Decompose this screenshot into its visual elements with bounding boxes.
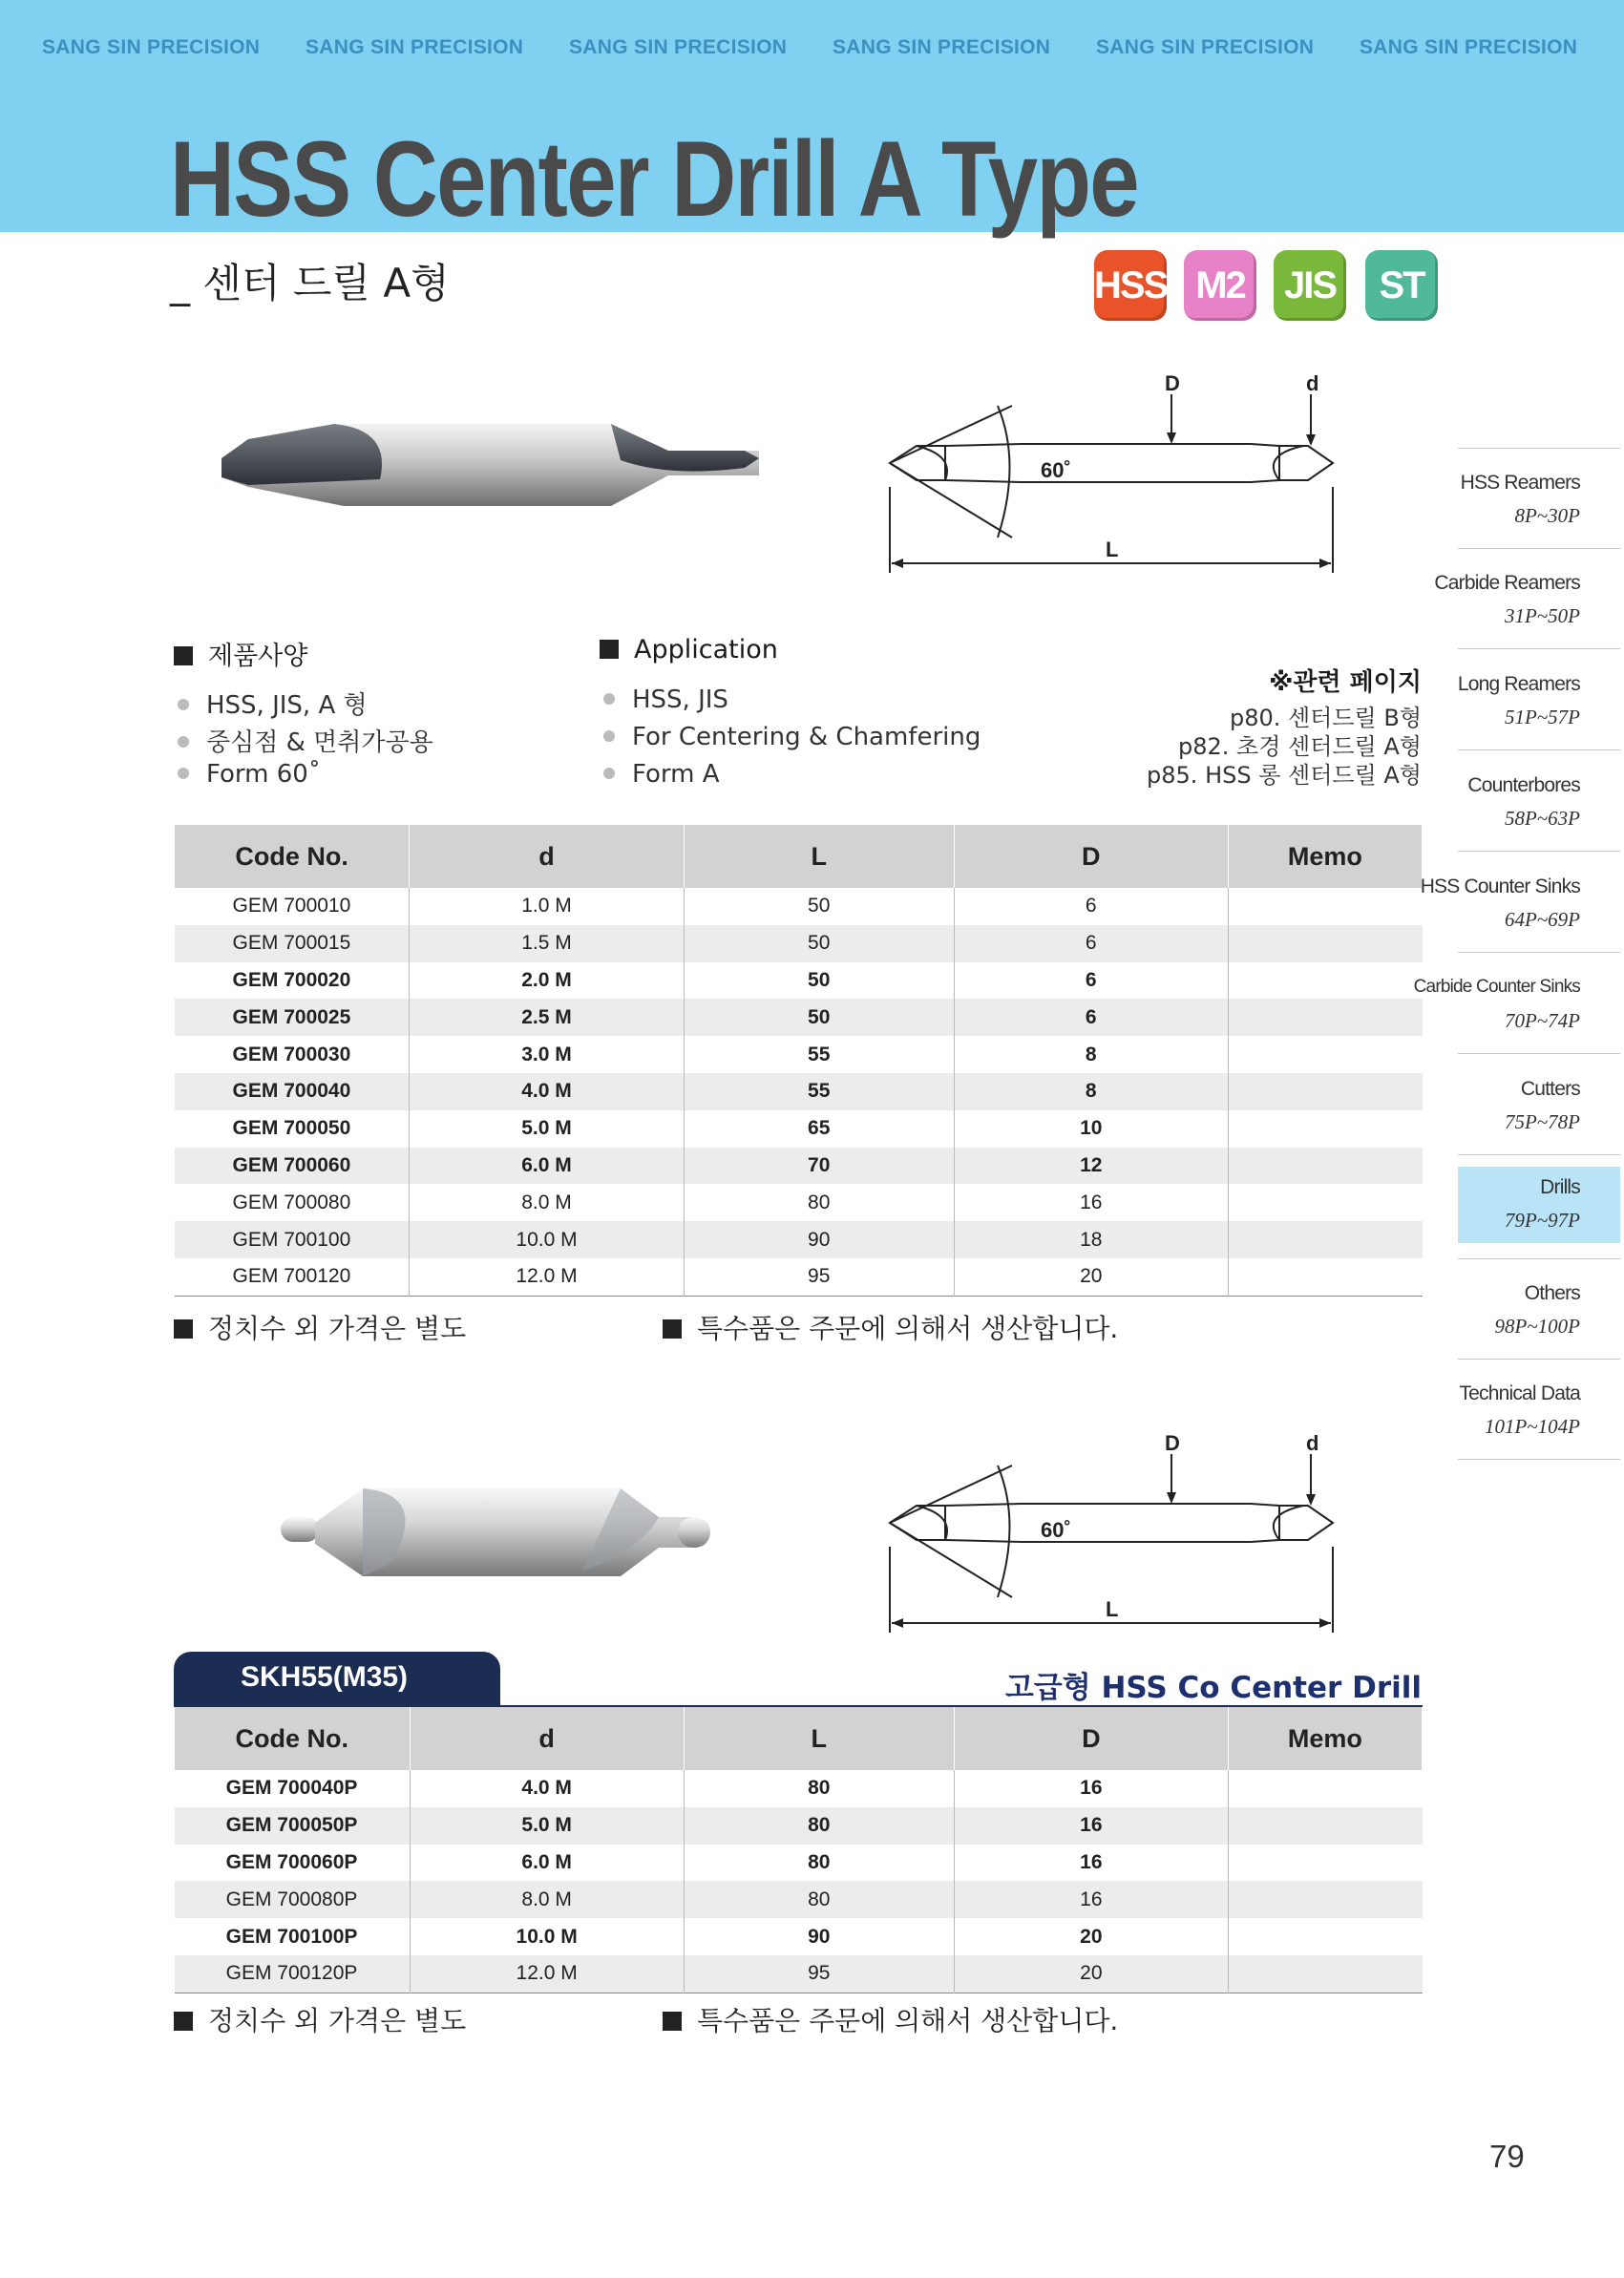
table-row bbox=[175, 1036, 1423, 1073]
sidebar-item-label: Technical Data bbox=[1459, 1382, 1580, 1404]
sidebar-item-label: Counterbores bbox=[1467, 774, 1580, 796]
L-cell: 70 bbox=[684, 1148, 954, 1185]
table-row bbox=[175, 888, 1423, 925]
d-cell: 4.0 M bbox=[410, 1073, 684, 1110]
L-cell: 80 bbox=[684, 1184, 954, 1221]
d-cell: 12.0 M bbox=[410, 1258, 684, 1296]
diagram-angle-label: 60˚ bbox=[1041, 458, 1071, 482]
code-cell: GEM 700040 bbox=[175, 1073, 410, 1110]
sidebar-item-pages: 31P~50P bbox=[1504, 604, 1580, 627]
code-cell: GEM 700050 bbox=[232, 1117, 351, 1140]
brand-text: SANG SIN PRECISION bbox=[1360, 36, 1578, 58]
memo-cell bbox=[1228, 1881, 1422, 1918]
sidebar-item-pages: 58P~63P bbox=[1504, 807, 1580, 830]
sidebar-item-label: HSS Reamers bbox=[1460, 472, 1580, 494]
D-cell: 16 bbox=[954, 1845, 1228, 1882]
sidebar-item-hss-reamers[interactable] bbox=[1458, 448, 1620, 549]
memo-cell bbox=[1228, 1184, 1422, 1221]
dot-bullet-icon bbox=[178, 768, 189, 779]
brand-text: SANG SIN PRECISION bbox=[1096, 36, 1315, 58]
spec-item: HSS, JIS, A 형 bbox=[178, 686, 368, 721]
application-heading: Application bbox=[600, 635, 778, 664]
L-cell: 50 bbox=[684, 925, 954, 962]
sidebar-item-label: Carbide Counter Sinks bbox=[1413, 977, 1580, 997]
sidebar-item-others[interactable] bbox=[1458, 1258, 1620, 1360]
d-cell: 5.0 M bbox=[410, 1807, 684, 1845]
d-cell: 12.0 M bbox=[410, 1955, 684, 1993]
D-cell: 6 bbox=[954, 925, 1228, 962]
square-bullet-icon bbox=[663, 1319, 682, 1339]
diagram-L-label: L bbox=[1106, 538, 1119, 561]
table-row bbox=[175, 1770, 1423, 1807]
diagram-L-label: L bbox=[1106, 1597, 1119, 1621]
square-bullet-icon bbox=[600, 640, 619, 659]
brand-text: SANG SIN PRECISION bbox=[42, 36, 261, 58]
D-cell: 20 bbox=[954, 1955, 1228, 1993]
code-cell: GEM 700050P bbox=[175, 1807, 411, 1845]
memo-cell bbox=[1228, 1770, 1422, 1807]
column-header: D bbox=[954, 825, 1228, 888]
code-cell: GEM 700030 bbox=[232, 1043, 351, 1065]
d-cell: 6.0 M bbox=[410, 1845, 684, 1882]
application-item: For Centering & Chamfering bbox=[603, 723, 981, 751]
spec-item: 중심점 & 면취가공용 bbox=[178, 723, 433, 758]
related-page-link[interactable]: p80. 센터드릴 B형 bbox=[1229, 705, 1422, 731]
memo-cell bbox=[1228, 1073, 1422, 1110]
table-row bbox=[175, 1807, 1423, 1845]
sidebar-item-pages: 51P~57P bbox=[1504, 706, 1580, 728]
application-item: Form A bbox=[603, 760, 720, 789]
d-cell: 10.0 M bbox=[410, 1221, 684, 1258]
note-price: 정치수 외 가격은 별도 bbox=[174, 1308, 466, 1346]
sidebar-item-pages: 8P~30P bbox=[1514, 504, 1580, 527]
code-cell: GEM 700100P bbox=[225, 1925, 358, 1948]
dimension-diagram-1 bbox=[878, 368, 1337, 578]
memo-cell bbox=[1228, 1918, 1422, 1955]
D-cell: 20 bbox=[954, 1918, 1228, 1955]
sidebar-item-label: Cutters bbox=[1520, 1078, 1580, 1100]
sidebar-item-pages: 79P~97P bbox=[1504, 1209, 1580, 1232]
section2-title: 고급형 HSS Co Center Drill bbox=[1004, 1671, 1422, 1705]
table-row bbox=[175, 1258, 1423, 1296]
D-cell: 16 bbox=[954, 1881, 1228, 1918]
D-cell: 16 bbox=[954, 1807, 1228, 1845]
D-cell: 18 bbox=[954, 1221, 1228, 1258]
memo-cell bbox=[1228, 1221, 1422, 1258]
code-cell: GEM 700120P bbox=[175, 1955, 411, 1993]
dot-bullet-icon bbox=[603, 730, 615, 742]
code-cell: GEM 700025 bbox=[175, 999, 410, 1036]
related-pages-heading: ※관련 페이지 bbox=[1269, 668, 1422, 697]
table-row bbox=[175, 925, 1423, 962]
sidebar-item-label: Others bbox=[1524, 1282, 1580, 1304]
table-row bbox=[175, 1110, 1423, 1148]
memo-cell bbox=[1228, 1845, 1422, 1882]
brand-text: SANG SIN PRECISION bbox=[833, 36, 1051, 58]
sidebar-item-carbide-counter-sinks[interactable] bbox=[1413, 954, 1620, 1054]
related-page-link[interactable]: p85. HSS 롱 센터드릴 A형 bbox=[1147, 762, 1422, 789]
L-cell: 55 bbox=[684, 1036, 954, 1073]
D-cell: 12 bbox=[954, 1148, 1228, 1185]
L-cell: 80 bbox=[684, 1807, 954, 1845]
sidebar-item-technical-data[interactable] bbox=[1458, 1360, 1620, 1460]
column-header: Memo bbox=[1228, 1706, 1422, 1770]
L-cell: 50 bbox=[684, 888, 954, 925]
note-special-order: 특수품은 주문에 의해서 생산합니다. bbox=[663, 2000, 1118, 2038]
note-special-order: 특수품은 주문에 의해서 생산합니다. bbox=[663, 1308, 1118, 1346]
column-header: d bbox=[410, 825, 684, 888]
L-cell: 50 bbox=[684, 962, 954, 1000]
table-row bbox=[175, 1881, 1423, 1918]
d-cell: 3.0 M bbox=[410, 1036, 684, 1073]
code-cell: GEM 700080 bbox=[232, 1191, 351, 1213]
dot-bullet-icon bbox=[178, 736, 189, 748]
jis-badge: JIS bbox=[1274, 250, 1346, 321]
memo-cell bbox=[1228, 1148, 1422, 1185]
table-row bbox=[175, 1918, 1423, 1955]
code-cell: GEM 700010 bbox=[232, 895, 351, 918]
column-header: Code No. bbox=[175, 825, 410, 888]
sidebar-item-pages: 64P~69P bbox=[1504, 908, 1580, 931]
D-cell: 6 bbox=[954, 962, 1228, 1000]
related-page-link[interactable]: p82. 초경 센터드릴 A형 bbox=[1178, 733, 1422, 760]
memo-cell bbox=[1228, 1110, 1422, 1148]
code-cell: GEM 700060P bbox=[225, 1850, 358, 1873]
square-bullet-icon bbox=[174, 2012, 193, 2031]
L-cell: 95 bbox=[684, 1258, 954, 1296]
sidebar-item-label: Long Reamers bbox=[1457, 673, 1580, 695]
st-badge: ST bbox=[1365, 250, 1438, 321]
table-row bbox=[175, 1955, 1423, 1993]
L-cell: 50 bbox=[684, 999, 954, 1036]
dot-bullet-icon bbox=[178, 699, 189, 710]
sidebar-item-drills[interactable] bbox=[1458, 1167, 1620, 1243]
table-row bbox=[175, 1221, 1423, 1258]
hss-badge: HSS bbox=[1094, 250, 1167, 321]
d-cell: 2.0 M bbox=[410, 962, 684, 1000]
L-cell: 90 bbox=[684, 1918, 954, 1955]
table-row bbox=[175, 962, 1423, 1000]
d-cell: 8.0 M bbox=[410, 1184, 684, 1221]
L-cell: 80 bbox=[684, 1770, 954, 1807]
diagram-angle-label: 60˚ bbox=[1041, 1518, 1071, 1542]
D-cell: 16 bbox=[954, 1184, 1228, 1221]
L-cell: 55 bbox=[684, 1073, 954, 1110]
sidebar-item-long-reamers[interactable] bbox=[1458, 650, 1620, 750]
L-cell: 80 bbox=[684, 1881, 954, 1918]
brand-text: SANG SIN PRECISION bbox=[569, 36, 788, 58]
memo-cell bbox=[1228, 925, 1422, 962]
sidebar-item-cutters[interactable] bbox=[1458, 1055, 1620, 1155]
D-cell: 10 bbox=[954, 1110, 1228, 1148]
spec-heading: 제품사양 bbox=[174, 635, 307, 672]
column-header: D bbox=[954, 1706, 1228, 1770]
d-cell: 5.0 M bbox=[410, 1110, 684, 1148]
square-bullet-icon bbox=[174, 1319, 193, 1339]
table-row bbox=[175, 1073, 1423, 1110]
sidebar-item-counterbores[interactable] bbox=[1458, 751, 1620, 852]
code-cell: GEM 700120 bbox=[232, 1265, 351, 1288]
D-cell: 8 bbox=[954, 1036, 1228, 1073]
sidebar-item-label: Drills bbox=[1540, 1176, 1580, 1198]
column-header: L bbox=[684, 825, 954, 888]
dimension-diagram-2 bbox=[878, 1427, 1337, 1637]
column-header: Code No. bbox=[175, 1706, 411, 1770]
dot-bullet-icon bbox=[603, 693, 615, 705]
table-row bbox=[175, 1845, 1423, 1882]
d-cell: 4.0 M bbox=[410, 1770, 684, 1807]
table-header-row bbox=[175, 825, 1423, 888]
diagram-D-label: D bbox=[1165, 371, 1180, 395]
code-cell: GEM 700060 bbox=[175, 1148, 410, 1185]
D-cell: 20 bbox=[954, 1258, 1228, 1296]
diagram-d-label: d bbox=[1306, 371, 1319, 395]
dot-bullet-icon bbox=[603, 768, 615, 779]
D-cell: 16 bbox=[954, 1770, 1228, 1807]
sidebar-item-pages: 98P~100P bbox=[1494, 1315, 1580, 1338]
table-row bbox=[175, 1184, 1423, 1221]
code-cell: GEM 700020 bbox=[232, 968, 351, 991]
table-header-row bbox=[175, 1706, 1423, 1770]
sidebar-item-label: Carbide Reamers bbox=[1434, 572, 1580, 594]
sidebar-item-pages: 75P~78P bbox=[1504, 1110, 1580, 1133]
product-photo-2 bbox=[277, 1475, 716, 1590]
sidebar-item-pages: 101P~104P bbox=[1484, 1415, 1580, 1438]
memo-cell bbox=[1228, 1036, 1422, 1073]
column-header: L bbox=[684, 1706, 954, 1770]
D-cell: 8 bbox=[954, 1073, 1228, 1110]
sidebar-item-carbide-reamers[interactable] bbox=[1434, 549, 1620, 649]
table-row bbox=[175, 999, 1423, 1036]
spec-item: Form 60˚ bbox=[178, 760, 321, 789]
sidebar-item-hss-counter-sinks[interactable] bbox=[1420, 853, 1620, 953]
code-cell: GEM 700040P bbox=[225, 1777, 358, 1800]
L-cell: 65 bbox=[684, 1110, 954, 1148]
application-item: HSS, JIS bbox=[603, 686, 728, 714]
memo-cell bbox=[1228, 888, 1422, 925]
D-cell: 6 bbox=[954, 999, 1228, 1036]
L-cell: 80 bbox=[684, 1845, 954, 1882]
page-title: HSS Center Drill A Type bbox=[170, 119, 1138, 239]
D-cell: 6 bbox=[954, 888, 1228, 925]
diagram-d-label: d bbox=[1306, 1431, 1319, 1455]
code-cell: GEM 700080P bbox=[175, 1881, 411, 1918]
d-cell: 1.5 M bbox=[410, 925, 684, 962]
d-cell: 1.0 M bbox=[410, 888, 684, 925]
memo-cell bbox=[1228, 999, 1422, 1036]
spec-table-2 bbox=[174, 1705, 1423, 1993]
table-row bbox=[175, 1148, 1423, 1185]
code-cell: GEM 700015 bbox=[175, 925, 410, 962]
d-cell: 2.5 M bbox=[410, 999, 684, 1036]
product-photo-1 bbox=[210, 401, 773, 525]
page-subtitle: _ 센터 드릴 A형 bbox=[170, 260, 450, 306]
m2-badge: M2 bbox=[1184, 250, 1256, 321]
column-header: Memo bbox=[1228, 825, 1422, 888]
memo-cell bbox=[1228, 962, 1422, 1000]
note-price: 정치수 외 가격은 별도 bbox=[174, 2000, 466, 2038]
L-cell: 90 bbox=[684, 1221, 954, 1258]
brand-text: SANG SIN PRECISION bbox=[306, 36, 524, 58]
diagram-D-label: D bbox=[1165, 1431, 1180, 1455]
page-number: 79 bbox=[1489, 2139, 1525, 2174]
column-header: d bbox=[410, 1706, 684, 1770]
square-bullet-icon bbox=[174, 646, 193, 665]
d-cell: 6.0 M bbox=[410, 1148, 684, 1185]
sidebar-item-label: HSS Counter Sinks bbox=[1420, 875, 1580, 897]
d-cell: 10.0 M bbox=[410, 1918, 684, 1955]
material-tab: SKH55(M35) bbox=[174, 1652, 500, 1705]
memo-cell bbox=[1228, 1258, 1422, 1296]
sidebar-item-pages: 70P~74P bbox=[1504, 1009, 1580, 1032]
L-cell: 95 bbox=[684, 1955, 954, 1993]
square-bullet-icon bbox=[663, 2012, 682, 2031]
spec-table-1 bbox=[174, 825, 1423, 1297]
brand-row bbox=[0, 36, 1624, 65]
code-cell: GEM 700100 bbox=[175, 1221, 410, 1258]
memo-cell bbox=[1228, 1955, 1422, 1993]
memo-cell bbox=[1228, 1807, 1422, 1845]
d-cell: 8.0 M bbox=[410, 1881, 684, 1918]
